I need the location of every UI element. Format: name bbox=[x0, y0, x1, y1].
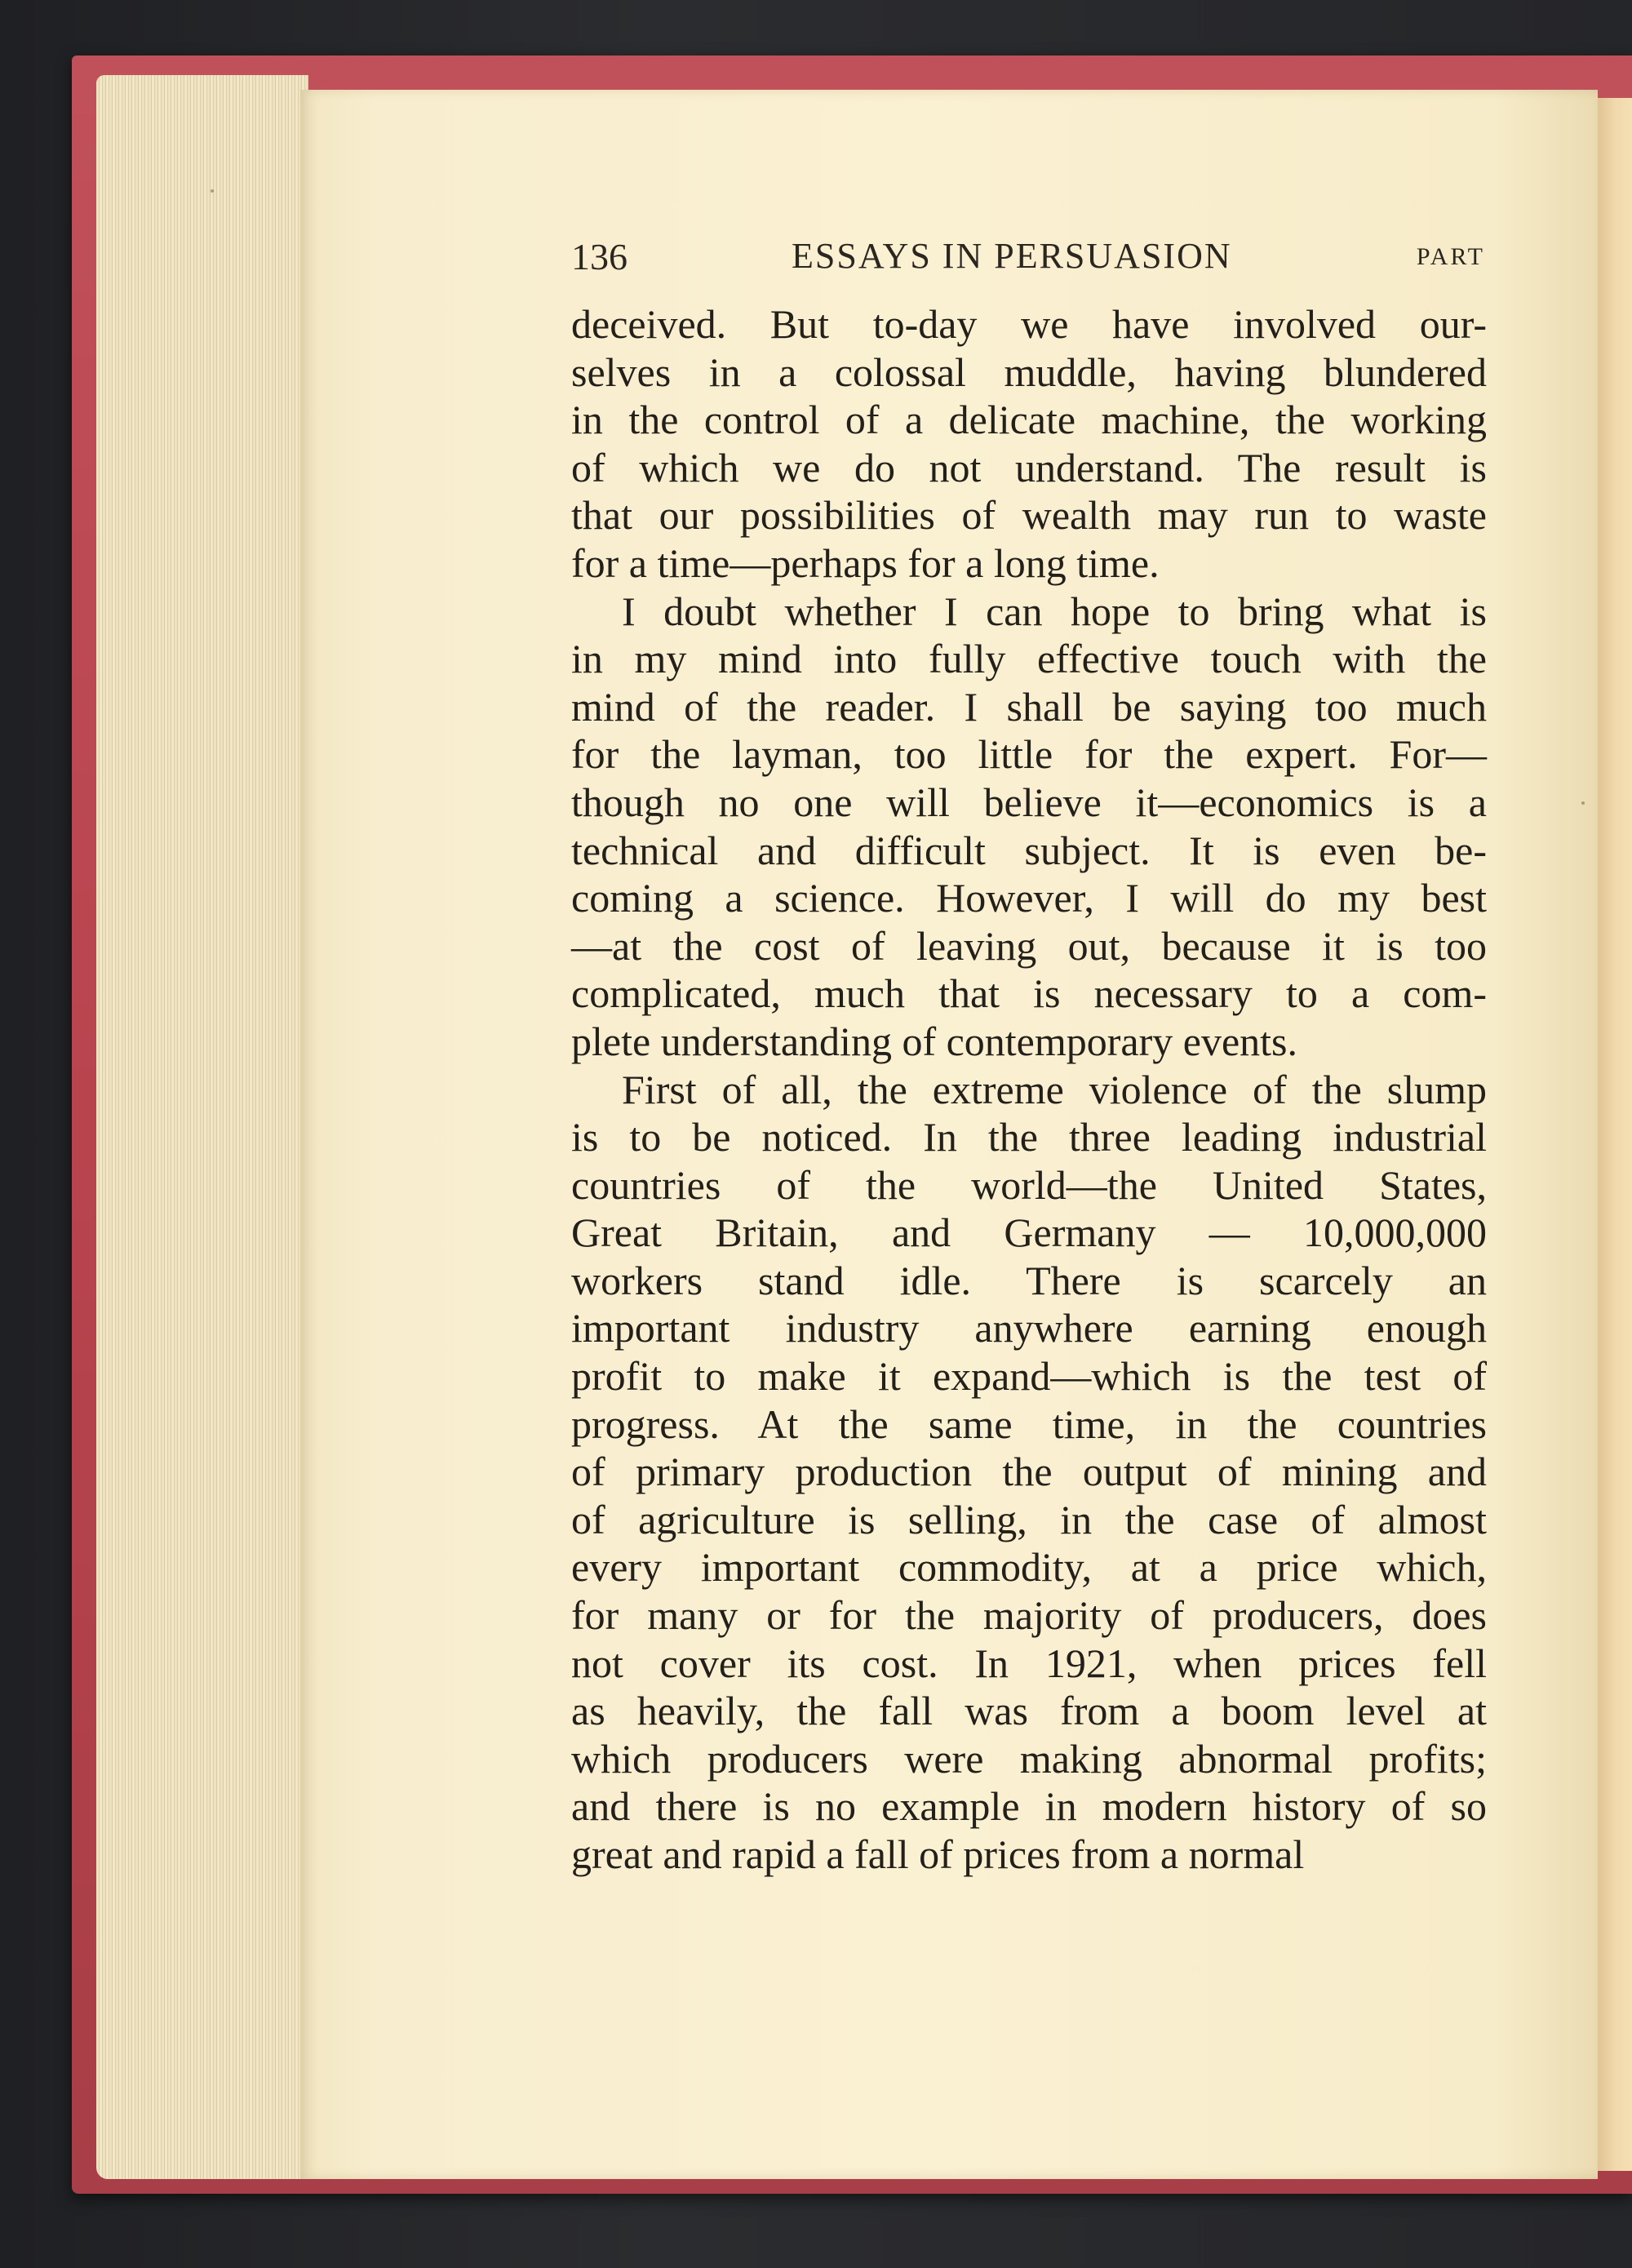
text-line: that our possibilities of wealth may run to waste bbox=[571, 492, 1487, 539]
text-line: in my mind into fully effective touch with the bbox=[571, 636, 1487, 682]
text-line: important industry anywhere earning enough bbox=[571, 1305, 1487, 1351]
text-line: though no one will believe it—economics is a bbox=[571, 779, 1487, 825]
text-line: workers stand idle. There is scarcely an bbox=[571, 1257, 1487, 1303]
part-label: PART bbox=[1416, 243, 1485, 270]
text-line: in the control of a delicate machine, the working bbox=[571, 397, 1487, 443]
text-line: profit to make it expand—which is the test of bbox=[571, 1353, 1487, 1400]
text-line: for the layman, too little for the expert. For— bbox=[571, 731, 1487, 778]
text-line: which producers were making abnormal profits; bbox=[571, 1735, 1487, 1782]
text-line: I doubt whether I can hope to bring what is bbox=[622, 588, 1487, 634]
text-line: complicated, much that is necessary to a com- bbox=[571, 970, 1487, 1017]
body-text bbox=[571, 300, 1487, 1879]
text-line: mind of the reader. I shall be saying too much bbox=[571, 683, 1487, 730]
paper-speck bbox=[211, 189, 214, 193]
text-line: progress. At the same time, in the countries bbox=[571, 1400, 1487, 1447]
paragraph bbox=[571, 1066, 1487, 1879]
text-line: for many or for the majority of producers, does bbox=[571, 1592, 1487, 1639]
page-number: 136 bbox=[571, 236, 628, 277]
text-line: great and rapid a fall of prices from a normal bbox=[571, 1831, 1305, 1877]
running-head bbox=[571, 235, 1485, 284]
text-line: countries of the world—the United States, bbox=[571, 1161, 1487, 1208]
text-line: deceived. But to-day we have involved our- bbox=[571, 301, 1487, 347]
text-line: Great Britain, and Germany — 10,000,000 bbox=[571, 1209, 1487, 1256]
text-line: First of all, the extreme violence of the slump bbox=[622, 1066, 1487, 1112]
paragraph bbox=[571, 300, 1487, 588]
text-line: plete understanding of contemporary events. bbox=[571, 1018, 1297, 1064]
text-line: every important commodity, at a price which, bbox=[571, 1544, 1487, 1591]
text-line: and there is no example in modern history of so bbox=[571, 1783, 1487, 1830]
text-line: —at the cost of leaving out, because it is too bbox=[571, 922, 1487, 969]
text-line: as heavily, the fall was from a boom level at bbox=[571, 1688, 1487, 1734]
text-line: of primary production the output of mining and bbox=[571, 1449, 1487, 1495]
text-line: of which we do not understand. The result is bbox=[571, 444, 1487, 490]
text-line: coming a science. However, I will do my best bbox=[571, 875, 1487, 921]
page-edges bbox=[96, 75, 308, 2179]
text-line: not cover its cost. In 1921, when prices fell bbox=[571, 1640, 1487, 1686]
text-line: of agriculture is selling, in the case of almost bbox=[571, 1496, 1487, 1542]
book-title: ESSAYS IN PERSUASION bbox=[792, 236, 1232, 276]
text-line: technical and difficult subject. It is even be- bbox=[571, 827, 1487, 873]
text-line: is to be noticed. In the three leading industrial bbox=[571, 1114, 1487, 1161]
text-line: for a time—perhaps for a long time. bbox=[571, 539, 1160, 586]
paper-speck bbox=[1581, 801, 1585, 805]
paragraph bbox=[571, 588, 1487, 1066]
text-line: selves in a colossal muddle, having blundered bbox=[571, 348, 1487, 395]
